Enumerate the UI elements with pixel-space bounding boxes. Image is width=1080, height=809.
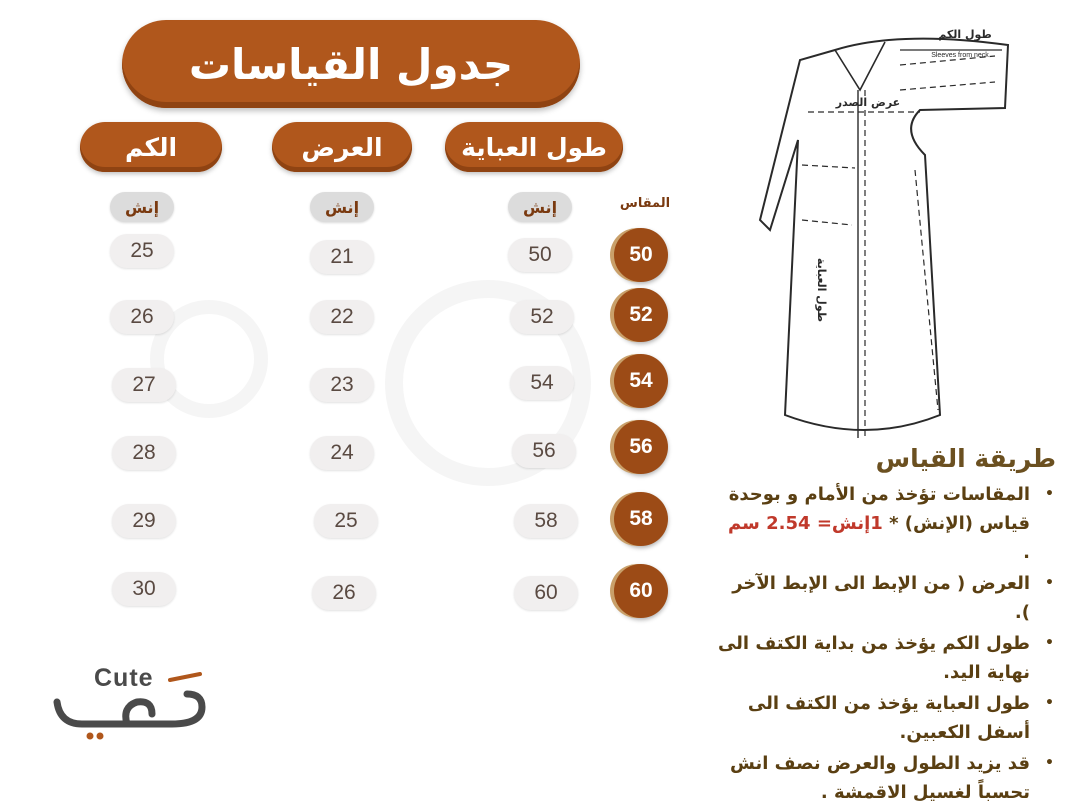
table-cell-width — [310, 436, 374, 470]
unit-label-text: إنش — [124, 197, 160, 217]
column-header-width — [272, 122, 412, 172]
cell-value: 24 — [330, 441, 354, 464]
method-bullet — [716, 480, 1056, 567]
abaya-diagram — [740, 20, 1070, 440]
unit-label-length — [508, 192, 572, 222]
sleeve-label: طول الكم — [938, 28, 992, 41]
table-cell-sleeve — [112, 436, 176, 470]
size-badge — [614, 492, 668, 546]
size-badge — [614, 288, 668, 342]
cell-value: 25 — [334, 509, 358, 532]
column-header-length — [445, 122, 623, 172]
method-list — [716, 480, 1056, 809]
cell-value: 54 — [530, 371, 554, 394]
method-bullet: • طول الكم يؤخذ من بداية الكتف الى نهاية اليد. — [716, 629, 1056, 687]
cell-value: 23 — [330, 373, 354, 396]
page-title — [122, 20, 580, 108]
table-cell-length — [508, 238, 572, 272]
length-label: طول العباية — [815, 257, 828, 323]
cell-value: 56 — [532, 439, 556, 462]
table-cell-length — [514, 504, 578, 538]
size-badge — [614, 564, 668, 618]
table-cell-sleeve — [112, 504, 176, 538]
method-bullet: • العرض ( من الإبط الى الإبط الآخر ). — [716, 569, 1056, 627]
size-value: 60 — [629, 579, 653, 602]
table-cell-sleeve — [112, 368, 176, 402]
logo-latin: Cute — [94, 664, 154, 692]
page-title-text: جدول القياسات — [188, 39, 514, 89]
table-cell-length — [510, 300, 574, 334]
chest-label: عرض الصدر — [835, 96, 901, 109]
column-header-width-label: العرض — [301, 132, 383, 162]
cell-value: 28 — [132, 441, 156, 464]
cell-value: 58 — [534, 509, 558, 532]
table-cell-length — [514, 576, 578, 610]
logo-arabic-mark — [52, 672, 212, 742]
cell-value: 27 — [132, 373, 156, 396]
table-cell-width — [312, 576, 376, 610]
table-cell-sleeve — [110, 300, 174, 334]
column-header-length-label: طول العباية — [461, 132, 607, 162]
cell-value: 25 — [130, 239, 154, 262]
cell-value: 22 — [330, 305, 354, 328]
unit-label-text: إنش — [324, 197, 360, 217]
bullet-text: المقاسات تؤخذ من الأمام و بوحدة قياس (الإنش) * — [728, 484, 1030, 534]
unit-label-width — [310, 192, 374, 222]
cell-value: 50 — [528, 243, 552, 266]
table-cell-width — [314, 504, 378, 538]
size-column-label: المقاس — [619, 196, 671, 211]
cell-value: 26 — [130, 305, 154, 328]
table-cell-sleeve — [110, 234, 174, 268]
table-cell-width — [310, 300, 374, 334]
cell-value: 60 — [534, 581, 558, 604]
size-badge — [614, 354, 668, 408]
method-bullet: • قد يزيد الطول والعرض نصف انش تحسباً لغسيل الاقمشة . — [716, 749, 1056, 807]
cell-value: 30 — [132, 577, 156, 600]
cell-value: 21 — [330, 245, 354, 268]
method-title: طريقة القياس — [875, 444, 1056, 473]
method-bullet: • طول العباية يؤخذ من الكتف الى أسفل الكعبين. — [716, 689, 1056, 747]
size-value: 52 — [629, 303, 653, 326]
size-value: 56 — [629, 435, 653, 458]
table-cell-sleeve — [112, 572, 176, 606]
logo-arabic: كيوت — [132, 712, 135, 713]
size-value: 58 — [629, 507, 653, 530]
table-cell-width — [310, 368, 374, 402]
cell-value: 26 — [332, 581, 356, 604]
table-cell-length — [510, 366, 574, 400]
unit-label-text: إنش — [522, 197, 558, 217]
unit-label-sleeve — [110, 192, 174, 222]
conversion-highlight: 1إنش= 2.54 سم — [728, 513, 883, 534]
column-header-sleeve-label: الكم — [124, 132, 178, 162]
size-value: 54 — [629, 369, 653, 392]
table-cell-width — [310, 240, 374, 274]
cell-value: 52 — [530, 305, 554, 328]
sleeve-sublabel: Sleeves from neck — [931, 52, 989, 59]
size-value: 50 — [629, 243, 653, 266]
size-badge — [614, 228, 668, 282]
table-cell-length — [512, 434, 576, 468]
size-badge — [614, 420, 668, 474]
column-header-sleeve — [80, 122, 222, 172]
bullet-text: . — [1023, 542, 1030, 563]
cell-value: 29 — [132, 509, 156, 532]
